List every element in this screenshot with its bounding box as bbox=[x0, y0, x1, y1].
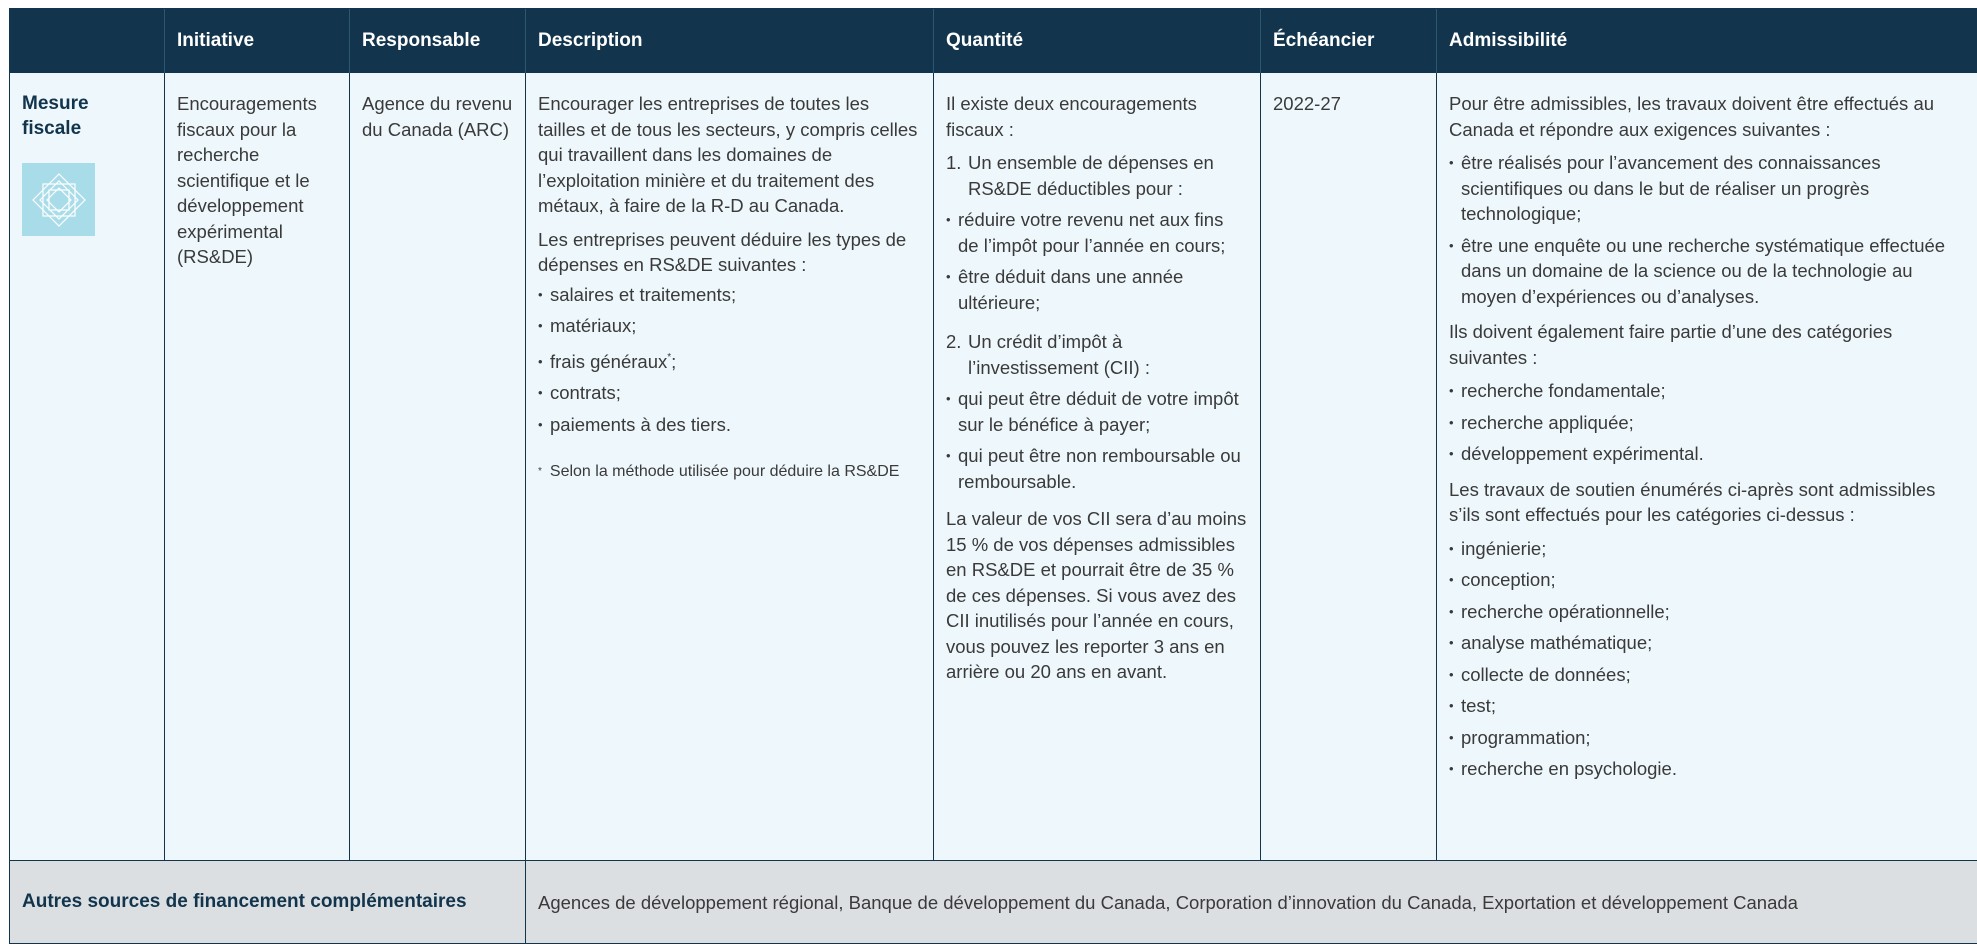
list-item: • qui peut être non remboursable ou remboursable. bbox=[946, 443, 1248, 494]
footnote-text: Selon la méthode utilisée pour déduire la RS&DE bbox=[549, 463, 900, 480]
list-item: • frais généraux*; bbox=[538, 345, 921, 375]
header-empty bbox=[10, 9, 165, 73]
list-item: • salaires et traitements; bbox=[538, 282, 921, 308]
list-item: • développement expérimental. bbox=[1449, 441, 1965, 467]
quantite-cell bbox=[934, 73, 1261, 861]
list-item: • analyse mathématique; bbox=[1449, 630, 1965, 656]
list-item: • contrats; bbox=[538, 380, 921, 406]
quantite-list-1 bbox=[946, 207, 1248, 315]
description-deduct-intro: Les entreprises peuvent déduire les types de dépenses en RS&DE suivantes : bbox=[538, 228, 907, 275]
footer-text: Agences de développement régional, Banque de développement du Canada, Corporation d’innovation du Canada, Exportation et développement Canada bbox=[526, 861, 1977, 944]
numbered-item-2: 2. Un crédit d’impôt à l’investissement (CII) : bbox=[946, 331, 1150, 378]
support-intro: Les travaux de soutien énumérés ci-après sont admissibles s’ils sont effectués pour les catégories ci-dessus : bbox=[1449, 478, 1936, 525]
echeancier-cell bbox=[1261, 73, 1437, 861]
categories-intro: Ils doivent également faire partie d’une des catégories suivantes : bbox=[1449, 321, 1893, 368]
admissibilite-cell bbox=[1437, 73, 1977, 861]
list-item: • conception; bbox=[1449, 567, 1965, 593]
diamond-icon-svg bbox=[30, 171, 88, 229]
header-initiative: Initiative bbox=[165, 9, 350, 73]
measure-title: Mesure fiscale bbox=[22, 93, 89, 139]
initiative-cell bbox=[165, 73, 350, 861]
list-item: • être une enquête ou une recherche systématique effectuée dans un domaine de la science ou de la technologie au moyen d’expériences ou d’analyses. bbox=[1449, 233, 1965, 310]
list-item: • programmation; bbox=[1449, 725, 1965, 751]
footnote: * Selon la méthode utilisée pour déduire la RS&DE bbox=[538, 463, 900, 480]
description-list bbox=[538, 282, 921, 438]
list-item: • test; bbox=[1449, 693, 1965, 719]
list-item: • collecte de données; bbox=[1449, 662, 1965, 688]
header-admissibilite: Admissibilité bbox=[1437, 9, 1977, 73]
header-responsable: Responsable bbox=[350, 9, 526, 73]
footer-label: Autres sources de financement complémentaires bbox=[10, 861, 526, 944]
list-item: • réduire votre revenu net aux fins de l’impôt pour l’année en cours; bbox=[946, 207, 1248, 258]
responsable-text: Agence du revenu du Canada (ARC) bbox=[362, 93, 513, 140]
list-item: • être déduit dans une année ultérieure; bbox=[946, 264, 1248, 315]
numbered-item-1: 1. Un ensemble de dépenses en RS&DE déductibles pour : bbox=[946, 152, 1214, 199]
list-item: • recherche opérationnelle; bbox=[1449, 599, 1965, 625]
quantite-outro: La valeur de vos CII sera d’au moins 15 % de vos dépenses admissibles en RS&DE et pourrait être de 35 % de ces dépenses. Si vous avez des CII inutilisés pour l’année en cours, vous pouvez les reporter 3 ans en arrière ou 20 ans en avant. bbox=[946, 508, 1247, 682]
initiative-text: Encouragements fiscaux pour la recherche scientifique et le développement expérimental (RS&DE) bbox=[177, 93, 317, 267]
header-quantite: Quantité bbox=[934, 9, 1261, 73]
footnote-marker: * bbox=[667, 351, 672, 363]
list-item: • paiements à des tiers. bbox=[538, 412, 921, 438]
header-description: Description bbox=[526, 9, 934, 73]
quantite-intro: Il existe deux encouragements fiscaux : bbox=[946, 93, 1197, 140]
responsable-cell bbox=[350, 73, 526, 861]
list-item: • recherche en psychologie. bbox=[1449, 756, 1965, 782]
funding-table bbox=[9, 8, 1977, 944]
categories-list bbox=[1449, 378, 1965, 467]
list-item: • qui peut être déduit de votre impôt sur le bénéfice à payer; bbox=[946, 386, 1248, 437]
quantite-list-2 bbox=[946, 386, 1248, 494]
description-intro: Encourager les entreprises de toutes les tailles et de tous les secteurs, y compris celles qui travaillent dans les domaines de l’exploitation minière et du traitement des métaux, à faire de la R-D au Canada. bbox=[538, 93, 918, 216]
list-item: • recherche appliquée; bbox=[1449, 410, 1965, 436]
measure-cell bbox=[10, 73, 165, 861]
requirements-list bbox=[1449, 150, 1965, 309]
header-echeancier: Échéancier bbox=[1261, 9, 1437, 73]
list-item: • matériaux; bbox=[538, 313, 921, 339]
admissibilite-intro: Pour être admissibles, les travaux doivent être effectués au Canada et répondre aux exigences suivantes : bbox=[1449, 93, 1935, 140]
list-item: • recherche fondamentale; bbox=[1449, 378, 1965, 404]
echeancier-text: 2022-27 bbox=[1273, 93, 1341, 114]
description-cell bbox=[526, 73, 934, 861]
geometric-diamond-icon bbox=[22, 163, 95, 236]
support-list bbox=[1449, 536, 1965, 782]
list-item: • être réalisés pour l’avancement des connaissances scientifiques ou dans le but de réaliser un progrès technologique; bbox=[1449, 150, 1965, 227]
list-item: • ingénierie; bbox=[1449, 536, 1965, 562]
